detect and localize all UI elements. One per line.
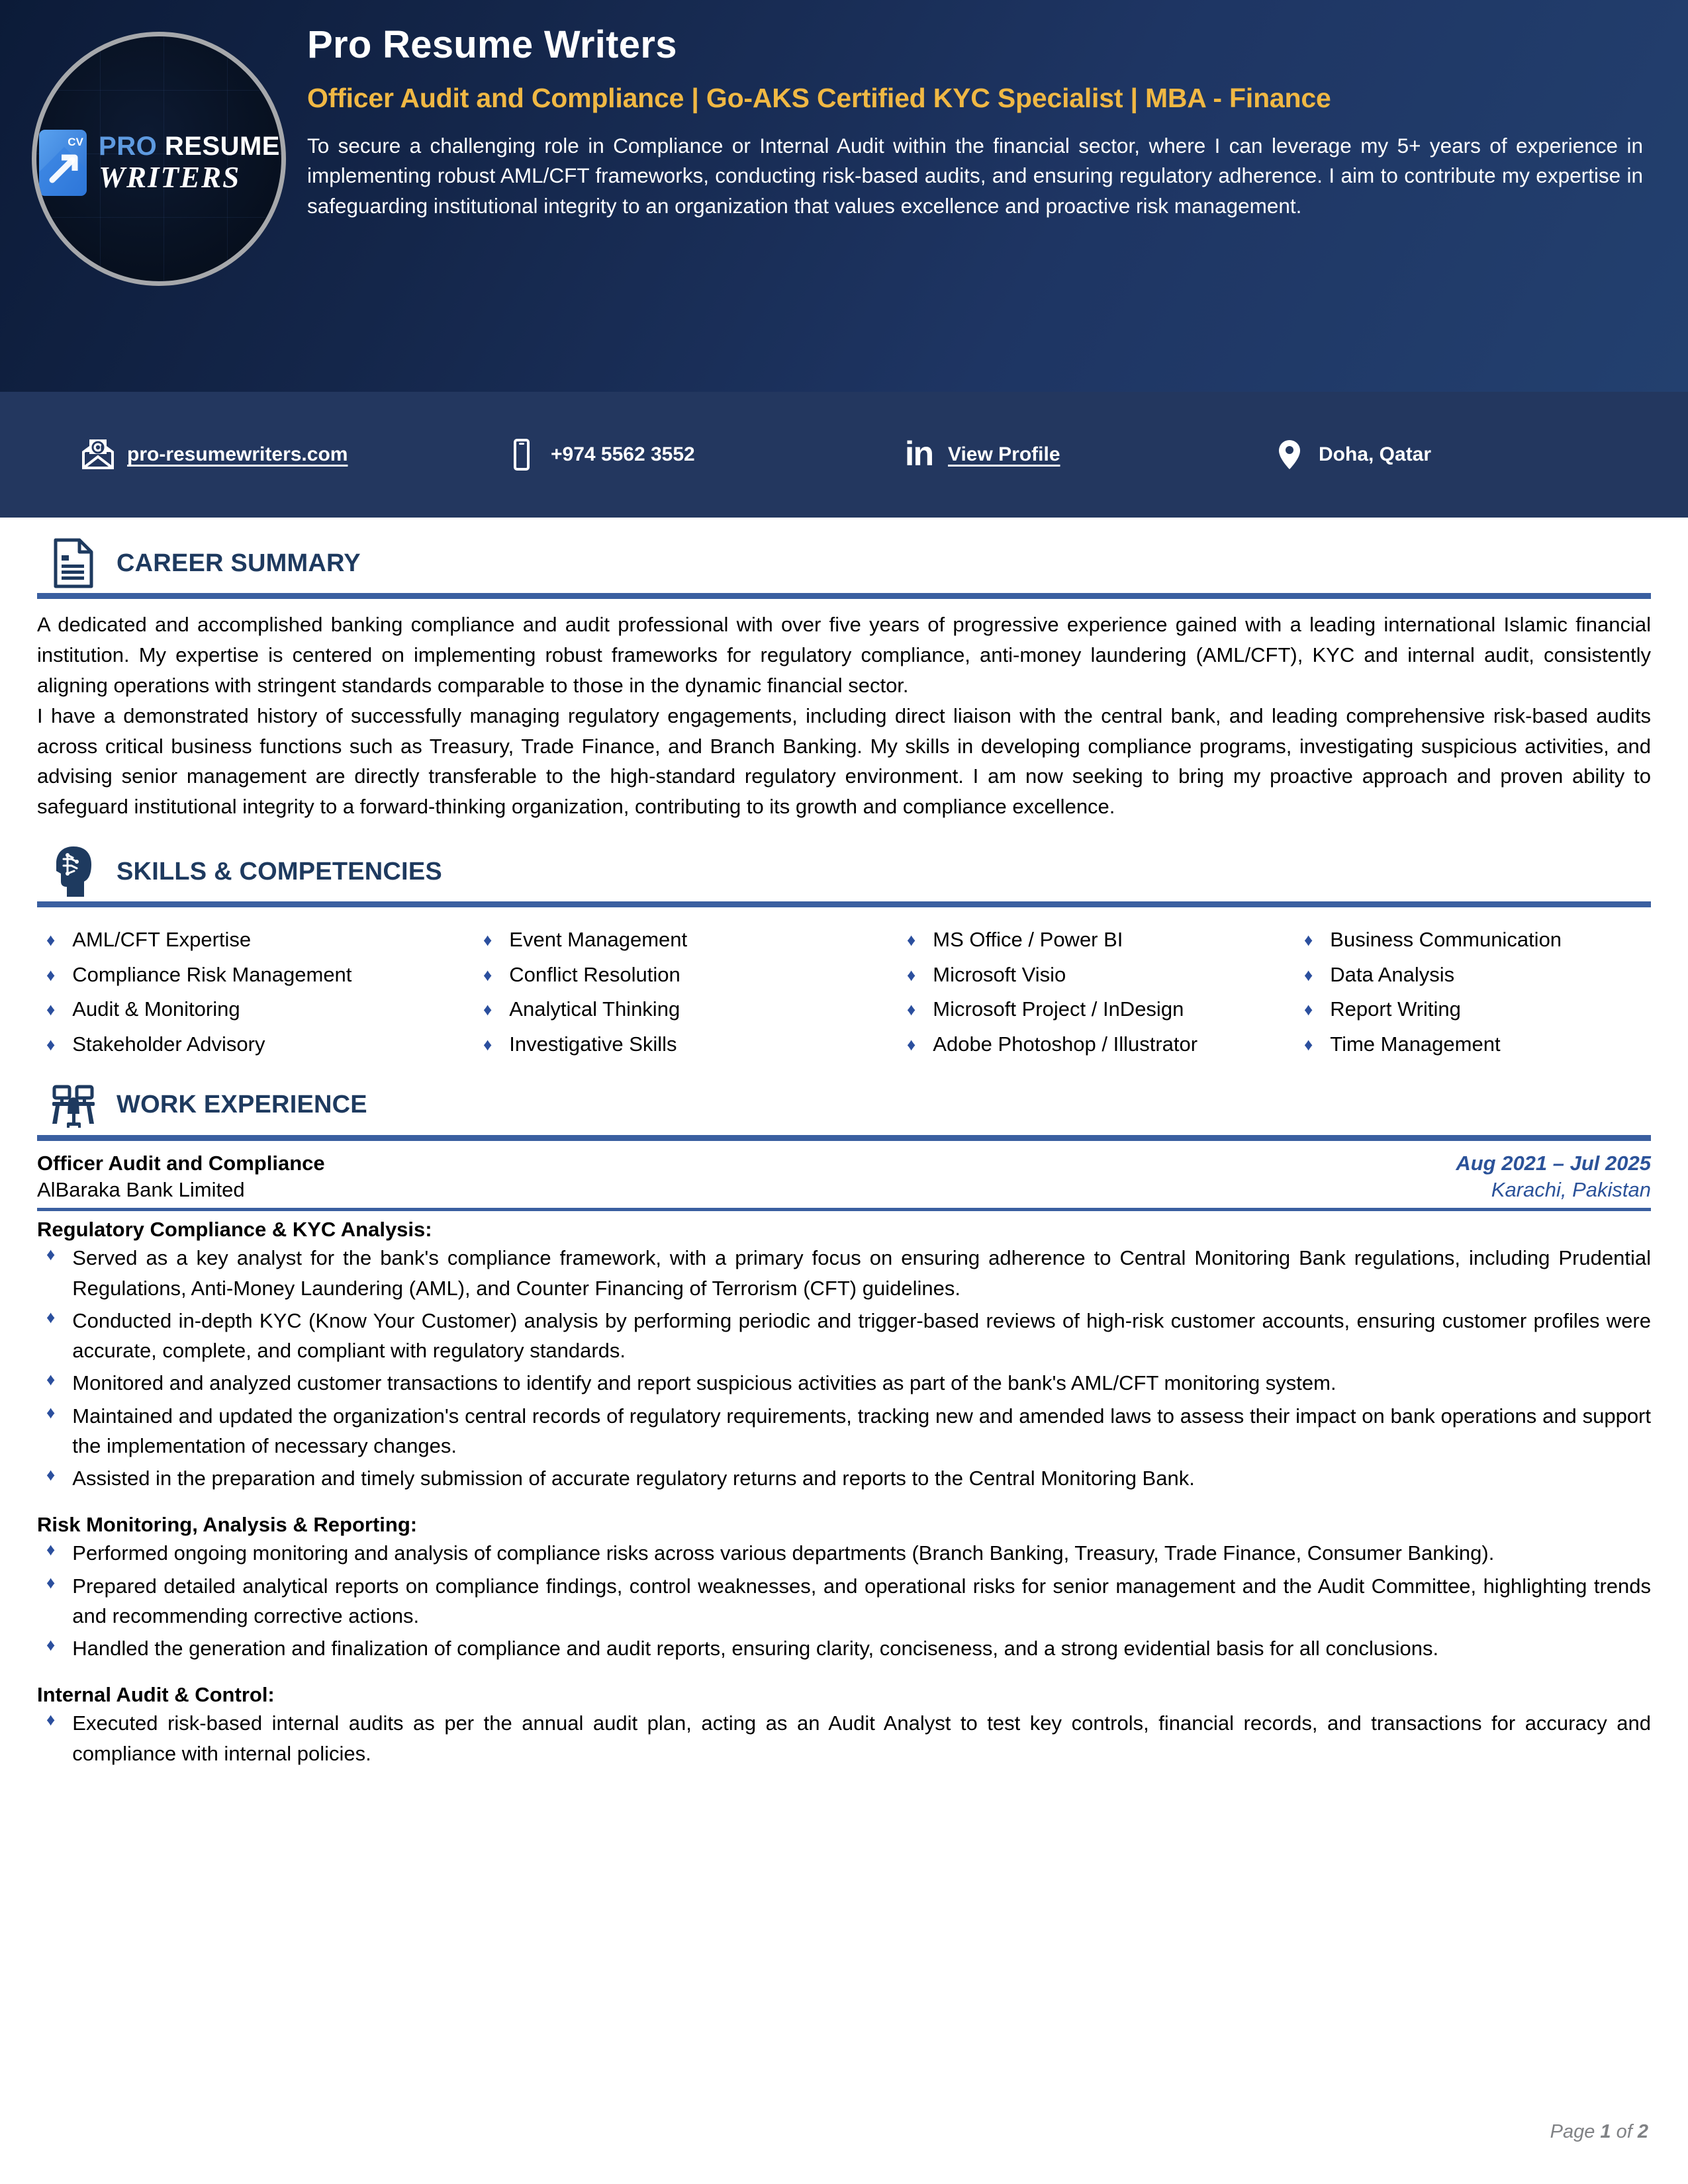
job-bullet-list [37, 1243, 1651, 1493]
section-divider-skills [37, 901, 1651, 907]
list-item [37, 1243, 1651, 1303]
section-header-work-experience [37, 1079, 1651, 1131]
career-summary-paragraph-2: I have a demonstrated history of successfully managing regulatory engagements, including direct liaison with the central bank, and leading comprehensive risk-based audits across critical business functions such as Treasury, Trade Finance, and Branch Banking. My skills in developing compliance programs, investigating suspicious activities, and advising senior management are directly transferable to the high-standard regulatory environment. I am now seeking to bring my proactive approach and proven ability to safeguard institutional integrity to a forward-thinking organization, contributing to its growth and compliance excellence. [37, 704, 1651, 819]
diamond-bullet-icon: ♦ [1304, 930, 1313, 950]
skill-item [474, 923, 898, 956]
job-bullet-list [37, 1708, 1651, 1768]
skill-item [1295, 1028, 1651, 1061]
skill-label: Business Communication [1330, 928, 1562, 952]
job-group-heading: Risk Monitoring, Analysis & Reporting: [37, 1513, 418, 1537]
bullet-text: Prepared detailed analytical reports on compliance findings, control weaknesses, and operational risks for senior management and the Audit Committee, highlighting trends and recommending corrective actions. [72, 1574, 1651, 1627]
list-item [37, 1633, 1651, 1663]
company-logo-badge [32, 32, 286, 286]
diamond-bullet-icon: ♦ [46, 1369, 56, 1390]
contact-location-label: Doha, Qatar [1319, 443, 1432, 465]
skill-label: Microsoft Project / InDesign [933, 997, 1184, 1021]
diamond-bullet-icon: ♦ [46, 1635, 56, 1655]
skill-label: Stakeholder Advisory [72, 1032, 265, 1056]
diamond-bullet-icon: ♦ [1304, 964, 1313, 985]
skill-label: Report Writing [1330, 997, 1461, 1021]
contact-email-label: pro-resumewriters.com [127, 443, 348, 465]
skills-grid [37, 918, 1651, 1060]
section-title-career-summary: CAREER SUMMARY [117, 549, 361, 577]
diamond-bullet-icon: ♦ [46, 1539, 56, 1560]
email-icon [79, 436, 117, 473]
header-text-block [291, 17, 1662, 221]
linkedin-glyph: in [904, 435, 933, 474]
contact-phone-label: +974 5562 3552 [551, 443, 695, 465]
skill-item [37, 1028, 474, 1061]
job-divider [37, 1208, 1651, 1211]
skill-item [474, 1028, 898, 1061]
skill-label: Investigative Skills [509, 1032, 677, 1056]
diamond-bullet-icon: ♦ [46, 1402, 56, 1422]
footer-total-pages: 2 [1637, 2121, 1648, 2142]
list-item [37, 1401, 1651, 1461]
list-item [37, 1571, 1651, 1631]
list-item [37, 1463, 1651, 1493]
skill-label: Adobe Photoshop / Illustrator [933, 1032, 1198, 1056]
list-item [37, 1538, 1651, 1568]
diamond-bullet-icon: ♦ [46, 930, 56, 950]
bullet-text: Handled the generation and finalization of compliance and audit reports, ensuring clarity, conciseness, and a strong evidential basis for all conclusions. [72, 1637, 1439, 1661]
contact-email[interactable] [79, 436, 503, 473]
diamond-bullet-icon: ♦ [1304, 1034, 1313, 1054]
skill-item [37, 993, 474, 1026]
diamond-bullet-icon: ♦ [907, 964, 916, 985]
skill-item [898, 993, 1295, 1026]
footer-prefix: Page [1550, 2121, 1601, 2142]
diamond-bullet-icon: ♦ [46, 964, 56, 985]
skill-label: Event Management [509, 928, 688, 952]
skill-label: Microsoft Visio [933, 962, 1066, 986]
section-title-skills: SKILLS & COMPETENCIES [117, 857, 442, 886]
logo-container [26, 17, 291, 286]
section-divider-career-summary [37, 593, 1651, 599]
section-header-career-summary [37, 537, 1651, 589]
bullet-text: Monitored and analyzed customer transactions to identify and report suspicious activities as part of the bank's AML/CFT monitoring system. [72, 1371, 1336, 1395]
bullet-text: Conducted in-depth KYC (Know Your Customer) analysis by performing periodic and trigger-based reviews of high-risk customer accounts, ensuring customer profiles were accurate, complete, and compliant with regulatory standards. [72, 1308, 1651, 1363]
head-brain-icon [48, 846, 99, 897]
bullet-text: Served as a key analyst for the bank's compliance framework, with a primary focus on ensuring adherence to Central Monitoring Bank regulations, including Prudential Regulations, Anti-Money Laundering (AML), and Counter Financing of Terrorism (CFT) guidelines. [72, 1246, 1651, 1300]
skill-label: Time Management [1330, 1032, 1501, 1056]
contact-bar [0, 392, 1688, 518]
candidate-headline: Officer Audit and Compliance | Go-AKS Certified KYC Specialist | MBA - Finance [307, 82, 1331, 113]
diamond-bullet-icon: ♦ [46, 1709, 56, 1730]
skill-label: Audit & Monitoring [72, 997, 240, 1021]
list-item [37, 1708, 1651, 1768]
job-group-heading: Regulatory Compliance & KYC Analysis: [37, 1218, 432, 1242]
skill-item [898, 1028, 1295, 1061]
job-location: Karachi, Pakistan [1491, 1178, 1651, 1202]
diamond-bullet-icon: ♦ [483, 930, 492, 950]
diamond-bullet-icon: ♦ [46, 1465, 56, 1485]
skill-label: Conflict Resolution [509, 962, 680, 986]
skill-item [898, 958, 1295, 991]
skill-item [474, 993, 898, 1026]
diamond-bullet-icon: ♦ [46, 1034, 56, 1054]
career-summary-paragraph-1: A dedicated and accomplished banking compliance and audit professional with over five years of progressive experience gained with a leading international Islamic financial institution. My expertise is centered on implementing robust frameworks for regulatory compliance, anti-money laundering (AML/CFT), KYC and internal audit, consistently aligning operations with stringent standards comparable to those in the dynamic financial sector. [37, 613, 1651, 697]
job-dates: Aug 2021 – Jul 2025 [1456, 1151, 1651, 1175]
skill-label: Compliance Risk Management [72, 962, 352, 986]
logo-text-pro: PRO [99, 132, 158, 161]
contact-phone[interactable] [503, 436, 900, 473]
contact-location [1271, 436, 1648, 473]
skill-item [37, 958, 474, 991]
job-title: Officer Audit and Compliance [37, 1151, 325, 1175]
bullet-text: Executed risk-based internal audits as per the annual audit plan, acting as an Audit Analyst to test key controls, financial records, and transactions for accuracy and compliance with internal policies. [72, 1711, 1651, 1765]
diamond-bullet-icon: ♦ [46, 999, 56, 1020]
career-objective: To secure a challenging role in Compliance or Internal Audit within the financial sector, where I can leverage my 5+ years of experience in implementing robust AML/CFT frameworks, conducting risk-based audits, and ensuring regulatory adherence. I aim to contribute my expertise in safeguarding institutional integrity to an organization that values excellence and proactive risk management. [307, 134, 1643, 218]
skill-label: Analytical Thinking [509, 997, 680, 1021]
skill-item [1295, 958, 1651, 991]
footer-middle: of [1611, 2121, 1638, 2142]
phone-icon [503, 436, 540, 473]
skill-item [37, 923, 474, 956]
page-footer [1550, 2121, 1648, 2143]
bullet-text: Assisted in the preparation and timely submission of accurate regulatory returns and reports to the Central Monitoring Bank. [72, 1467, 1195, 1490]
diamond-bullet-icon: ♦ [483, 999, 492, 1020]
skill-item [1295, 993, 1651, 1026]
job-header [37, 1148, 1651, 1205]
skill-label: MS Office / Power BI [933, 928, 1123, 952]
diamond-bullet-icon: ♦ [907, 930, 916, 950]
contact-linkedin-label: View Profile [948, 443, 1060, 465]
diamond-bullet-icon: ♦ [483, 964, 492, 985]
diamond-bullet-icon: ♦ [46, 1306, 56, 1327]
diamond-bullet-icon: ♦ [483, 1034, 492, 1054]
skill-label: Data Analysis [1330, 962, 1455, 986]
contact-linkedin[interactable] [900, 436, 1271, 473]
job-bullet-list [37, 1538, 1651, 1663]
section-divider-work-experience [37, 1135, 1651, 1141]
workstation-icon [48, 1079, 99, 1131]
resume-body [0, 518, 1688, 1768]
diamond-bullet-icon: ♦ [907, 999, 916, 1020]
logo-text-writers: WRITERS [99, 161, 241, 194]
resume-header [0, 0, 1688, 392]
section-title-work-experience: WORK EXPERIENCE [117, 1091, 367, 1118]
job-group-heading: Internal Audit & Control: [37, 1683, 275, 1707]
linkedin-icon [900, 436, 937, 473]
skill-item [898, 923, 1295, 956]
svg-text:CV: CV [68, 136, 83, 148]
skill-label: AML/CFT Expertise [72, 928, 252, 952]
list-item [37, 1306, 1651, 1366]
skill-item [1295, 923, 1651, 956]
diamond-bullet-icon: ♦ [46, 1244, 56, 1265]
bullet-text: Maintained and updated the organization's central records of regulatory requirements, tracking new and amended laws to assess their impact on bank operations and support the implementation of necessary changes. [72, 1404, 1651, 1457]
skill-item [474, 958, 898, 991]
logo-text-resume: RESUME [164, 132, 280, 161]
candidate-name: Pro Resume Writers [307, 23, 677, 66]
bullet-text: Performed ongoing monitoring and analysis of compliance risks across various departments (Branch Banking, Treasury, Trade Finance, Consumer Banking). [72, 1541, 1495, 1565]
document-icon [48, 537, 99, 589]
section-header-skills [37, 846, 1651, 897]
list-item [37, 1368, 1651, 1398]
job-entry [37, 1148, 1651, 1768]
footer-current-page: 1 [1600, 2121, 1611, 2142]
cv-document-icon [38, 128, 88, 197]
diamond-bullet-icon: ♦ [46, 1572, 56, 1592]
diamond-bullet-icon: ♦ [907, 1034, 916, 1054]
job-company: AlBaraka Bank Limited [37, 1178, 245, 1202]
location-pin-icon [1271, 436, 1308, 473]
diamond-bullet-icon: ♦ [1304, 999, 1313, 1020]
